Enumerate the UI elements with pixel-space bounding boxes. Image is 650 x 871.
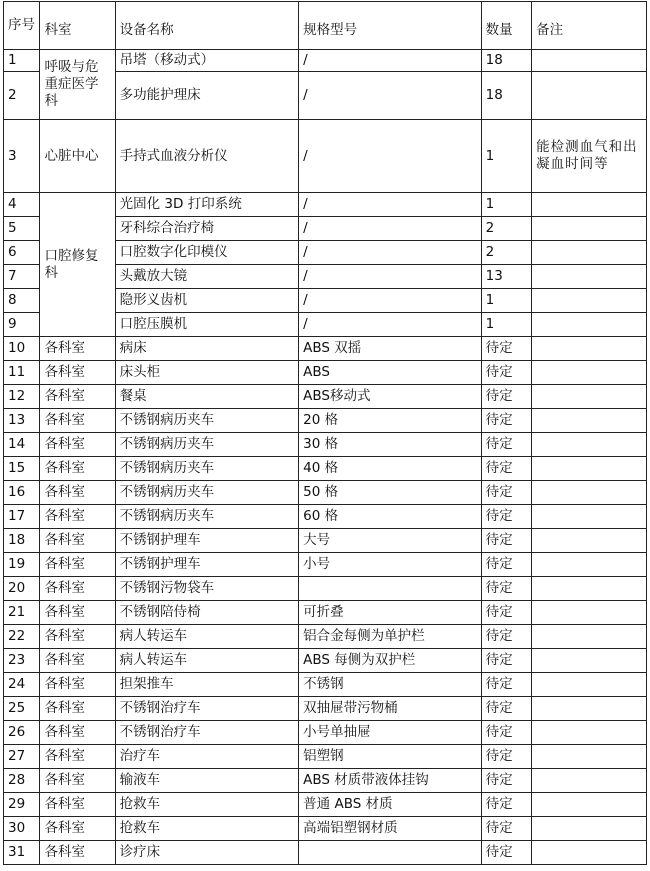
cell-spec: ABS 每侧为双护栏: [299, 649, 481, 673]
cell-qty: 1: [481, 193, 531, 217]
cell-note: [532, 241, 647, 265]
cell-no: 6: [4, 241, 40, 265]
cell-note: [532, 841, 647, 865]
cell-spec: [299, 841, 481, 865]
cell-note: [532, 817, 647, 841]
cell-spec: 双抽屉带污物桶: [299, 697, 481, 721]
equipment-table: [3, 1, 647, 865]
cell-spec: ABS 材质带液体挂钩: [299, 769, 481, 793]
cell-dept: 各科室: [40, 361, 115, 385]
cell-note: [532, 769, 647, 793]
cell-no: 13: [4, 409, 40, 433]
general-rows: [4, 337, 647, 865]
cell-name: 口腔数字化印模仪: [115, 241, 299, 265]
cell-name: 不锈钢污物袋车: [115, 577, 299, 601]
cell-name: 隐形义齿机: [115, 289, 299, 313]
cell-name: 担架推车: [115, 673, 299, 697]
cell-no: 27: [4, 745, 40, 769]
cell-note: [532, 505, 647, 529]
cell-name: 牙科综合治疗椅: [115, 217, 299, 241]
cell-qty: 待定: [481, 433, 531, 457]
table-row: [4, 697, 647, 721]
cell-dept: 各科室: [40, 841, 115, 865]
cell-note: [532, 529, 647, 553]
cell-spec: 大号: [299, 529, 481, 553]
cell-dept: 各科室: [40, 721, 115, 745]
cell-note: [532, 193, 647, 217]
cell-note: [532, 265, 647, 289]
cell-note: [532, 745, 647, 769]
cell-dept: 各科室: [40, 409, 115, 433]
cell-name: 不锈钢治疗车: [115, 697, 299, 721]
cell-spec: 20 格: [299, 409, 481, 433]
header-spec: 规格型号: [299, 2, 481, 50]
cell-spec: /: [299, 50, 481, 72]
cell-name: 不锈钢病历夹车: [115, 481, 299, 505]
cell-spec: ABS 双摇: [299, 337, 481, 361]
cell-dept: 各科室: [40, 529, 115, 553]
cell-name: 病床: [115, 337, 299, 361]
cell-no: 3: [4, 120, 40, 193]
cell-dept: 各科室: [40, 433, 115, 457]
cell-no: 29: [4, 793, 40, 817]
cell-spec: 普通 ABS 材质: [299, 793, 481, 817]
cell-note: [532, 601, 647, 625]
cell-qty: 待定: [481, 457, 531, 481]
cell-dept: 各科室: [40, 553, 115, 577]
cell-note: [532, 553, 647, 577]
table-row: [4, 769, 647, 793]
table-row: [4, 481, 647, 505]
cell-dept: 各科室: [40, 673, 115, 697]
cell-no: 26: [4, 721, 40, 745]
cell-spec: 60 格: [299, 505, 481, 529]
table-row: [4, 601, 647, 625]
table-row: [4, 793, 647, 817]
table-row: [4, 193, 647, 217]
cell-spec: 小号单抽屉: [299, 721, 481, 745]
cell-name: 抢救车: [115, 817, 299, 841]
cell-note: 能检测血气和出凝血时间等: [532, 120, 647, 193]
cell-note: [532, 793, 647, 817]
cell-name: 病人转运车: [115, 649, 299, 673]
table-row: [4, 553, 647, 577]
cell-spec: 高端铝塑钢材质: [299, 817, 481, 841]
cell-no: 9: [4, 313, 40, 337]
cell-qty: 待定: [481, 601, 531, 625]
table-row: [4, 337, 647, 361]
cell-spec: ABS移动式: [299, 385, 481, 409]
cell-note: [532, 649, 647, 673]
cell-name: 餐桌: [115, 385, 299, 409]
cell-no: 7: [4, 265, 40, 289]
cell-note: [532, 457, 647, 481]
cell-qty: 18: [481, 72, 531, 120]
header-no: 序号: [4, 2, 40, 50]
cell-name: 诊疗床: [115, 841, 299, 865]
cell-name: 输液车: [115, 769, 299, 793]
cell-dept: 各科室: [40, 625, 115, 649]
cell-dept: 各科室: [40, 601, 115, 625]
cell-no: 22: [4, 625, 40, 649]
cell-dept: 各科室: [40, 745, 115, 769]
cell-no: 12: [4, 385, 40, 409]
cell-name: 病人转运车: [115, 625, 299, 649]
cell-spec: /: [299, 241, 481, 265]
cell-name: 口腔压膜机: [115, 313, 299, 337]
cell-dept: 各科室: [40, 817, 115, 841]
table-row: [4, 817, 647, 841]
header-dept: 科室: [40, 2, 115, 50]
cell-no: 31: [4, 841, 40, 865]
cell-name: 不锈钢护理车: [115, 529, 299, 553]
cell-no: 19: [4, 553, 40, 577]
cell-spec: /: [299, 289, 481, 313]
table-row: [4, 529, 647, 553]
cell-qty: 13: [481, 265, 531, 289]
cell-qty: 待定: [481, 385, 531, 409]
cell-qty: 待定: [481, 793, 531, 817]
cell-note: [532, 721, 647, 745]
cell-name: 不锈钢陪侍椅: [115, 601, 299, 625]
cell-no: 10: [4, 337, 40, 361]
cell-spec: /: [299, 265, 481, 289]
table-row: [4, 721, 647, 745]
cell-qty: 18: [481, 50, 531, 72]
header-name: 设备名称: [115, 2, 299, 50]
cell-qty: 待定: [481, 505, 531, 529]
cell-qty: 待定: [481, 361, 531, 385]
table-row: [4, 457, 647, 481]
cell-note: [532, 409, 647, 433]
header-qty: 数量: [481, 2, 531, 50]
cell-qty: 1: [481, 313, 531, 337]
cell-no: 17: [4, 505, 40, 529]
cell-qty: 待定: [481, 817, 531, 841]
cell-dept: 各科室: [40, 577, 115, 601]
cell-dept-respiratory: 呼吸与危重症医学科: [40, 50, 115, 120]
cell-no: 11: [4, 361, 40, 385]
cell-name: 不锈钢护理车: [115, 553, 299, 577]
cell-note: [532, 361, 647, 385]
cell-spec: 可折叠: [299, 601, 481, 625]
cell-dept-oral: 口腔修复科: [40, 193, 115, 337]
cell-note: [532, 217, 647, 241]
cell-name: 手持式血液分析仪: [115, 120, 299, 193]
cell-no: 15: [4, 457, 40, 481]
cell-name: 头戴放大镜: [115, 265, 299, 289]
cell-spec: 铝合金每侧为单护栏: [299, 625, 481, 649]
cell-no: 14: [4, 433, 40, 457]
cell-no: 4: [4, 193, 40, 217]
table-row: [4, 385, 647, 409]
cell-no: 21: [4, 601, 40, 625]
cell-qty: 待定: [481, 337, 531, 361]
cell-dept-cardiac: 心脏中心: [40, 120, 115, 193]
cell-qty: 待定: [481, 649, 531, 673]
cell-name: 多功能护理床: [115, 72, 299, 120]
cell-dept: 各科室: [40, 337, 115, 361]
cell-spec: 小号: [299, 553, 481, 577]
table-row: [4, 409, 647, 433]
table-row: [4, 745, 647, 769]
cell-no: 30: [4, 817, 40, 841]
cell-name: 治疗车: [115, 745, 299, 769]
cell-no: 28: [4, 769, 40, 793]
table-row: [4, 673, 647, 697]
cell-no: 2: [4, 72, 40, 120]
cell-spec: /: [299, 313, 481, 337]
cell-spec: 不锈钢: [299, 673, 481, 697]
cell-spec: /: [299, 217, 481, 241]
cell-spec: /: [299, 120, 481, 193]
cell-note: [532, 433, 647, 457]
cell-note: [532, 337, 647, 361]
cell-spec: 40 格: [299, 457, 481, 481]
table-row: [4, 577, 647, 601]
cell-spec: 30 格: [299, 433, 481, 457]
cell-dept: 各科室: [40, 385, 115, 409]
cell-name: 不锈钢病历夹车: [115, 505, 299, 529]
header-note: 备注: [532, 2, 647, 50]
cell-spec: 50 格: [299, 481, 481, 505]
cell-note: [532, 289, 647, 313]
cell-note: [532, 50, 647, 72]
cell-qty: 待定: [481, 673, 531, 697]
cell-qty: 待定: [481, 745, 531, 769]
cell-no: 1: [4, 50, 40, 72]
cell-name: 抢救车: [115, 793, 299, 817]
cell-note: [532, 385, 647, 409]
cell-no: 20: [4, 577, 40, 601]
cell-qty: 2: [481, 241, 531, 265]
cell-qty: 待定: [481, 721, 531, 745]
cell-no: 18: [4, 529, 40, 553]
cell-no: 25: [4, 697, 40, 721]
table-row: [4, 120, 647, 193]
cell-name: 吊塔（移动式）: [115, 50, 299, 72]
cell-qty: 2: [481, 217, 531, 241]
table-row: [4, 625, 647, 649]
cell-dept: 各科室: [40, 649, 115, 673]
cell-qty: 待定: [481, 697, 531, 721]
table-row: [4, 505, 647, 529]
cell-qty: 待定: [481, 553, 531, 577]
cell-note: [532, 673, 647, 697]
cell-qty: 待定: [481, 481, 531, 505]
cell-no: 8: [4, 289, 40, 313]
cell-note: [532, 313, 647, 337]
cell-qty: 待定: [481, 529, 531, 553]
cell-qty: 待定: [481, 409, 531, 433]
cell-dept: 各科室: [40, 505, 115, 529]
cell-no: 5: [4, 217, 40, 241]
cell-no: 24: [4, 673, 40, 697]
cell-no: 16: [4, 481, 40, 505]
cell-spec: ABS: [299, 361, 481, 385]
table-row: [4, 841, 647, 865]
cell-no: 23: [4, 649, 40, 673]
cell-dept: 各科室: [40, 481, 115, 505]
cell-qty: 待定: [481, 577, 531, 601]
cell-note: [532, 697, 647, 721]
cell-dept: 各科室: [40, 457, 115, 481]
cell-qty: 待定: [481, 769, 531, 793]
cell-qty: 1: [481, 120, 531, 193]
cell-qty: 待定: [481, 841, 531, 865]
table-row: [4, 649, 647, 673]
table-row: [4, 361, 647, 385]
table-row: [4, 50, 647, 72]
header-row: [4, 2, 647, 50]
cell-qty: 待定: [481, 625, 531, 649]
cell-note: [532, 577, 647, 601]
cell-spec: 铝塑钢: [299, 745, 481, 769]
cell-spec: /: [299, 193, 481, 217]
cell-name: 不锈钢病历夹车: [115, 433, 299, 457]
cell-note: [532, 481, 647, 505]
cell-note: [532, 625, 647, 649]
cell-qty: 1: [481, 289, 531, 313]
cell-name: 床头柜: [115, 361, 299, 385]
cell-spec: /: [299, 72, 481, 120]
cell-name: 不锈钢病历夹车: [115, 457, 299, 481]
table-row: [4, 433, 647, 457]
cell-name: 不锈钢治疗车: [115, 721, 299, 745]
cell-dept: 各科室: [40, 697, 115, 721]
cell-note: [532, 72, 647, 120]
cell-spec: [299, 577, 481, 601]
cell-dept: 各科室: [40, 793, 115, 817]
cell-name: 光固化 3D 打印系统: [115, 193, 299, 217]
cell-dept: 各科室: [40, 769, 115, 793]
cell-name: 不锈钢病历夹车: [115, 409, 299, 433]
